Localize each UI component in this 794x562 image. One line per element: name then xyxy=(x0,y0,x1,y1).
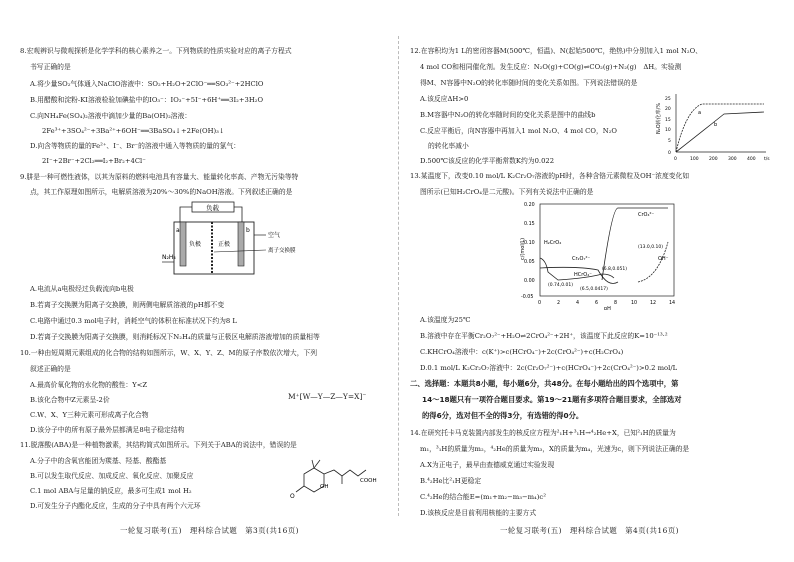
q12-option-a: A.该反应ΔH>0 xyxy=(420,95,469,103)
q14-stem: 14.在研究托卡马克装置内部发生的核反应方程为²₁H+³₁H→⁴₂He+X，已知²₁H的质量为 xyxy=(410,429,676,437)
q8-stem: 8.宏观辨识与微观探析是化学学科的核心素养之一。下列物质的性质实验对应的离子方程式 xyxy=(20,47,292,55)
q13-chromium-chart xyxy=(518,198,686,310)
q12-option-c: C.反应平衡后，向N容器中再加入1 mol N₂O、4 mol CO，N₂O xyxy=(420,127,617,135)
q12-option-b: B.M容器中N₂O的转化率随时间的变化关系是图中的曲线b xyxy=(420,111,596,119)
point-label: (6.8,0.051) xyxy=(602,267,627,272)
positive-label: 正极 xyxy=(218,241,231,248)
q13-ytick: 0.00 xyxy=(524,279,535,284)
q12-xtick: 100 xyxy=(690,157,699,162)
q14-option-b: B.⁴₂He比²₁H更稳定 xyxy=(420,477,482,485)
left-column xyxy=(20,0,388,562)
q13-option-d: D.0.1 mol/L K₂Cr₂O₇溶液中：2c(Cr₂O₇²⁻)+c(HCrO₄⁻)+2c(CrO₄²⁻)>0.2 mol/L xyxy=(420,364,678,372)
q14-option-d: D.该核反应是目前利用核能的主要方式 xyxy=(420,509,537,517)
q8-option-d-eq: 2I⁻+2Br⁻+2Cl₂══I₂+Br₂+4Cl⁻ xyxy=(42,157,146,165)
q13-option-c: C.KHCrO₄溶液中：c(K⁺)>c(HCrO₄⁻)+2c(CrO₄²⁻)+c(H₂CrO₄) xyxy=(420,348,624,356)
q13-xtick: 2 xyxy=(557,301,561,306)
q13-ytick: 0.15 xyxy=(524,222,535,227)
label-h2cro4: H₂CrO₄ xyxy=(544,240,562,246)
q10-stem: 10.一种由短周期元素组成的化合物的结构如图所示，W、X、Y、Z、M的原子序数依次增大，下列 xyxy=(20,349,318,357)
curve-a xyxy=(676,104,764,152)
curve-a-label: a xyxy=(698,110,702,116)
label-cr2o7: Cr₂O₇²⁻ xyxy=(572,256,591,262)
curve-b xyxy=(676,112,764,152)
q13-stem: 13.某温度下，改变0.10 mol/L K₂Cr₂O₇溶液的pH时，各种含铬元素微粒及OH⁻浓度变化如 xyxy=(410,172,690,180)
q11-option-d: D.可发生分子内酯化反应，生成的分子中具有两个六元环 xyxy=(30,502,201,510)
electrode-b xyxy=(238,222,244,266)
q8-option-d: D.向含等物质的量的Fe²⁺、I⁻、Br⁻的溶液中通入等物质的量的氯气： xyxy=(30,142,241,150)
q13-xtick: 0 xyxy=(538,301,542,306)
q9-option-c: C.电路中通过0.3 mol电子时，消耗空气的体积在标准状况下约为8 L xyxy=(30,317,237,325)
q11-stem: 11.脱落酸(ABA)是一种植物激素，其结构简式如图所示。下列关于ABA的说法中，错误的是 xyxy=(20,441,297,449)
section-2-header-cont2: 的得6分，选对但不全的得3分，有选错的得0分。 xyxy=(422,411,584,420)
q10-option-d: D.该分子中的所有原子最外层都满足8电子稳定结构 xyxy=(30,426,185,434)
q13-xtick: 14 xyxy=(669,301,676,306)
electrode-a-label: a xyxy=(176,227,180,234)
q13-xtick: 4 xyxy=(576,301,580,306)
section-2-header: 二、选择题：本题共8小题，每小题6分，共48分。在每小题给出的四个选项中，第 xyxy=(410,379,679,388)
q11-option-b: B.可以发生取代反应、加成反应、氧化反应、加聚反应 xyxy=(30,472,194,480)
aba-structure-diagram xyxy=(290,452,386,500)
q11-option-a: A.分子中的含氧官能团为羰基、羟基、酸酯基 xyxy=(30,457,167,465)
q9-option-d: D.若离子交换膜为阳离子交换膜，则消耗标况下N₂H₄的质量与正极区电解质溶液增加的质量相等 xyxy=(30,333,320,341)
q12-stem-cont: 4 mol CO和相同催化剂。发生反应：N₂O(g)+CO(g)⇌CO₂(g)+N₂(g) ΔH。实验测 xyxy=(420,63,682,71)
q13-xtick: 12 xyxy=(650,301,657,306)
q14-option-a: A.X为正电子，最早由查德威克通过实验发现 xyxy=(420,461,555,469)
q9-stem: 9.肼是一种可燃性液体，以其为原料的燃料电池具有容量大、能量转化率高、产物无污染等特 xyxy=(20,173,299,181)
q10-option-c: C.W、X、Y三种元素可形成离子化合物 xyxy=(30,411,149,419)
q12-xtick-group xyxy=(674,156,756,162)
q12-conversion-chart xyxy=(654,90,780,168)
q10-option-a: A.最高价氧化物的水化物的酸性：Y<Z xyxy=(30,381,148,389)
q13-option-b: B.溶液中存在平衡Cr₂O₇²⁻+H₂O⇌2CrO₄²⁻+2H⁺，该温度下此反应的K=10⁻¹³·² xyxy=(420,332,668,340)
q13-xlabel: pH xyxy=(604,306,611,310)
q13-ylabel: c/(mol/L) xyxy=(520,237,526,260)
q12-xtick: 400 xyxy=(747,157,756,162)
q14-stem-cont: m₁，³₁H的质量为m₂，⁴₂He的质量为m₃，X的质量为m₄，光速为c，则下列说法正确的是 xyxy=(420,445,690,453)
footer-page-3: 一轮复习联考(五) 理科综合试题 第3页(共16页) xyxy=(120,526,300,535)
q13-option-a: A.该温度为25℃ xyxy=(420,316,471,324)
q12-ytick: 20 xyxy=(665,107,671,112)
q8-option-b: B.用醋酸和淀粉-KI溶液检验加碘盐中的IO₃⁻：IO₃⁻+5I⁻+6H⁺══3I₂+3H₂O xyxy=(30,96,264,104)
negative-label: 负极 xyxy=(189,241,202,248)
q13-ytick: 0.10 xyxy=(524,241,535,246)
label-oh: OH⁻ xyxy=(658,256,669,262)
q8-option-c: C.向NH₄Fe(SO₄)₂溶液中滴加少量的Ba(OH)₂溶液： xyxy=(30,112,192,120)
q12-xlabel: t/s xyxy=(764,157,770,162)
q12-xtick: 200 xyxy=(709,157,718,162)
load-label: 负载 xyxy=(206,204,219,212)
air-label: 空气 xyxy=(268,232,281,239)
q13-stem-cont: 图所示(已知H₂CrO₄是二元酸)。下列有关说法中正确的是 xyxy=(420,188,594,196)
q9-option-a: A.电流从a电极经过负载流向b电极 xyxy=(30,285,134,293)
q12-option-d: D.500℃该反应的化学平衡常数K约为0.022 xyxy=(420,157,555,165)
q11-option-c: C.1 mol ABA与足量的钠反应，最多可生成1 mol H₂ xyxy=(30,487,192,495)
q12-ytick: 15 xyxy=(665,118,671,123)
footer-page-4: 一轮复习联考(五) 理科综合试题 第4页(共16页) xyxy=(500,526,680,535)
q13-xtick: 8 xyxy=(614,301,618,306)
q12-ytick: 5 xyxy=(668,139,671,144)
q12-stem: 12.在容积均为1 L的密闭容器M(500℃，恒温)、N(起始500℃，绝热)中分别加入1 mol N₂O、 xyxy=(410,47,702,55)
point-label: (0.74,0.01) xyxy=(548,283,573,288)
electrode-b-label: b xyxy=(246,227,250,234)
q8-option-c-eq: 2Fe³⁺+3SO₄²⁻+3Ba²⁺+6OH⁻══3BaSO₄↓+2Fe(OH)₃↓ xyxy=(42,127,225,135)
membrane-label: 离子交换膜 xyxy=(268,248,296,254)
section-2-header-cont: 14～18题只有一项符合题目要求。第19～21题有多项符合题目要求，全部选对 xyxy=(422,395,682,404)
right-column xyxy=(410,0,780,562)
column-divider xyxy=(398,36,399,516)
carbonyl-o-label: O xyxy=(290,493,295,500)
point-label: (6.5,0.0417) xyxy=(580,287,608,292)
q13-xtick: 10 xyxy=(631,301,638,306)
q13-ytick: 0.20 xyxy=(524,203,535,208)
q12-ytick: 0 xyxy=(668,151,671,156)
q12-ylabel: N₂O转化率/% xyxy=(656,102,662,134)
electrode-a xyxy=(180,222,186,266)
fuel-label: N₂H₄ xyxy=(162,254,176,261)
q12-option-c-cont: 的转化率减小 xyxy=(428,142,469,150)
q8-option-a: A.将少量SO₂气体通入NaClO溶液中：SO₂+H₂O+2ClO⁻══SO₃²⁻+2HClO xyxy=(30,80,264,88)
q10-stem-cont: 叙述正确的是 xyxy=(30,365,71,373)
label-hcro4: HCrO₄⁻ xyxy=(574,272,592,278)
q12-ytick: 25 xyxy=(665,97,671,102)
q9-stem-cont: 点，其工作原理如图所示，电解质溶液为20%～30%的NaOH溶液。下列叙述正确的是 xyxy=(30,188,293,196)
q12-xtick: 300 xyxy=(728,157,737,162)
q13-ytick: -0.05 xyxy=(521,295,534,300)
q12-stem-cont2: 得M、N容器中N₂O的转化率随时间的变化关系如图。下列说法错误的是 xyxy=(420,79,638,87)
q8-stem-cont: 书写正确的是 xyxy=(30,63,71,71)
q9-option-b: B.若离子交换膜为阳离子交换膜，则两侧电解质溶液的pH都不变 xyxy=(30,301,225,309)
q10-structure-formula: M⁺[W—Y—Z—Y=X]⁻ xyxy=(288,392,367,401)
q13-ytick: 0.05 xyxy=(524,260,535,265)
q10-option-b: B.该化合物中Z元素呈-2价 xyxy=(30,396,110,404)
q12-ytick-group xyxy=(665,96,671,156)
point-label: (13.0,0.10) xyxy=(638,245,663,250)
q14-option-c: C.⁴₂He的结合能E=(m₁+m₂−m₃−m₄)c² xyxy=(420,493,546,501)
fuel-cell-diagram xyxy=(162,200,312,278)
q12-xtick: 0 xyxy=(674,157,677,162)
label-cro4: CrO₄²⁻ xyxy=(638,212,655,218)
carboxyl-label: COOH xyxy=(360,478,377,484)
q12-ytick: 10 xyxy=(665,128,671,133)
curve-b-label: b xyxy=(714,122,718,128)
hydroxyl-label: OH xyxy=(320,484,329,490)
q13-xtick: 6 xyxy=(595,301,599,306)
